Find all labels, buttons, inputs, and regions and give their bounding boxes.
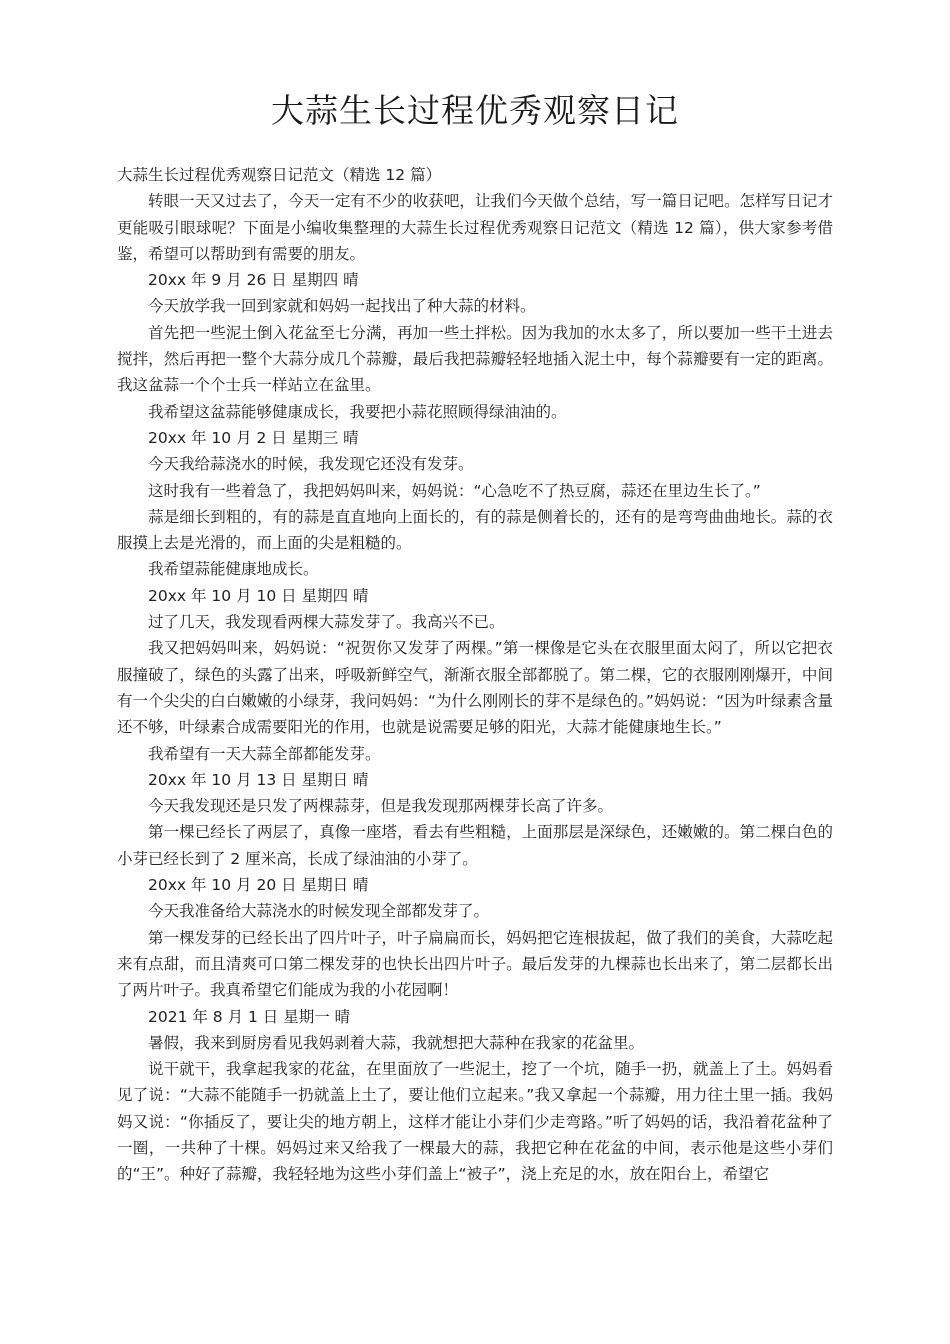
document-body xyxy=(117,162,833,1188)
paragraph: 20xx 年 10 月 20 日 星期日 晴 xyxy=(148,876,369,895)
paragraph: 首先把一些泥土倒入花盆至七分满，再加一些土拌松。因为我加的水太多了，所以要加一些干土进去搅拌，然后再把一整个大蒜分成几个蒜瓣，最后我把蒜瓣轻轻地插入泥土中，每个蒜瓣要有一定的距离。我这盆蒜一个个士兵一样站立在盆里。 xyxy=(117,323,833,395)
paragraph: 20xx 年 10 月 13 日 星期日 晴 xyxy=(148,770,369,789)
document-title: 大蒜生长过程优秀观察日记 xyxy=(271,91,679,130)
paragraph: 今天我发现还是只发了两棵蒜芽，但是我发现那两棵芽长高了许多。 xyxy=(148,797,614,816)
paragraph: 我希望这盆蒜能够健康成长，我要把小蒜花照顾得绿油油的。 xyxy=(148,402,567,421)
paragraph: 转眼一天又过去了，今天一定有不少的收获吧，让我们今天做个总结，写一篇日记吧。怎样写日记才更能吸引眼球呢？下面是小编收集整理的大蒜生长过程优秀观察日记范文（精选 12 篇），供大家参考借鉴，希望可以帮助到有需要的朋友。 xyxy=(117,192,833,263)
paragraph: 今天我给蒜浇水的时候，我发现它还没有发芽。 xyxy=(148,455,474,474)
paragraph: 今天我准备给大蒜浇水的时候发现全部都发芽了。 xyxy=(148,902,490,921)
paragraph: 第一棵发芽的已经长出了四片叶子，叶子扁扁而长，妈妈把它连根拔起，做了我们的美食，大蒜吃起来有点甜，而且清爽可口第二棵发芽的也快长出四片叶子。最后发芽的九棵蒜也长出来了，第二层都长出了两片叶子。我真希望它们能成为我的小花园啊！ xyxy=(117,928,833,1000)
paragraph: 第一棵已经长了两层了，真像一座塔，看去有些粗糙，上面那层是深绿色，还嫩嫩的。第二棵白色的小芽已经长到了 2 厘米高，长成了绿油油的小芽了。 xyxy=(117,823,833,868)
paragraph: 蒜是细长到粗的，有的蒜是直直地向上面长的，有的蒜是侧着长的，还有的是弯弯曲曲地长。蒜的衣服摸上去是光滑的，而上面的尖是粗糙的。 xyxy=(117,507,833,553)
paragraph: 说干就干，我拿起我家的花盆，在里面放了一些泥土，挖了一个坑，随手一扔，就盖上了土。妈妈看见了说：“大蒜不能随手一扔就盖上土了，要让他们立起来。”我又拿起一个蒜瓣，用力往土里一插。我妈妈又说：“你插反了，要让尖的地方朝上，这样才能让小芽们少走弯路。”听了妈妈的话，我沿着花盆种了一圈，一共种了十棵。妈妈过来又给我了一棵最大的蒜，我把它种在花盆的中间，表示他是这些小芽们的“王”。种好了蒜瓣，我轻轻地为这些小芽们盖上“被子”，浇上充足的水，放在阳台上，希望它 xyxy=(117,1060,833,1184)
paragraph: 暑假，我来到厨房看见我妈剥着大蒜，我就想把大蒜种在我家的花盆里。 xyxy=(148,1033,645,1052)
paragraph: 20xx 年 10 月 10 日 星期四 晴 xyxy=(148,586,369,605)
paragraph: 过了几天，我发现看两棵大蒜发芽了。我高兴不已。 xyxy=(148,613,505,632)
paragraph: 大蒜生长过程优秀观察日记范文（精选 12 篇） xyxy=(117,166,442,184)
paragraph: 20xx 年 10 月 2 日 星期三 晴 xyxy=(148,428,359,447)
paragraph: 今天放学我一回到家就和妈妈一起找出了种大蒜的材料。 xyxy=(148,297,536,316)
paragraph: 我又把妈妈叫来，妈妈说：“祝贺你又发芽了两棵。”第一棵像是它头在衣服里面太闷了，所以它把衣服撞破了，绿色的头露了出来，呼吸新鲜空气，渐渐衣服全部都脱了。第二棵，它的衣服刚刚爆开，中间有一个尖尖的白白嫩嫩的小绿芽，我问妈妈：“为什么刚刚长的芽不是绿色的。”妈妈说：“因为叶绿素含量还不够，叶绿素合成需要阳光的作用，也就是说需要足够的阳光，大蒜才能健康地生长。” xyxy=(117,639,833,737)
paragraph: 20xx 年 9 月 26 日 星期四 晴 xyxy=(148,271,359,290)
paragraph: 我希望有一天大蒜全部都能发芽。 xyxy=(148,744,381,763)
paragraph: 这时我有一些着急了，我把妈妈叫来，妈妈说：“心急吃不了热豆腐，蒜还在里边生长了。” xyxy=(148,481,761,500)
paragraph: 我希望蒜能健康地成长。 xyxy=(148,560,319,579)
paragraph: 2021 年 8 月 1 日 星期一 晴 xyxy=(148,1007,351,1026)
